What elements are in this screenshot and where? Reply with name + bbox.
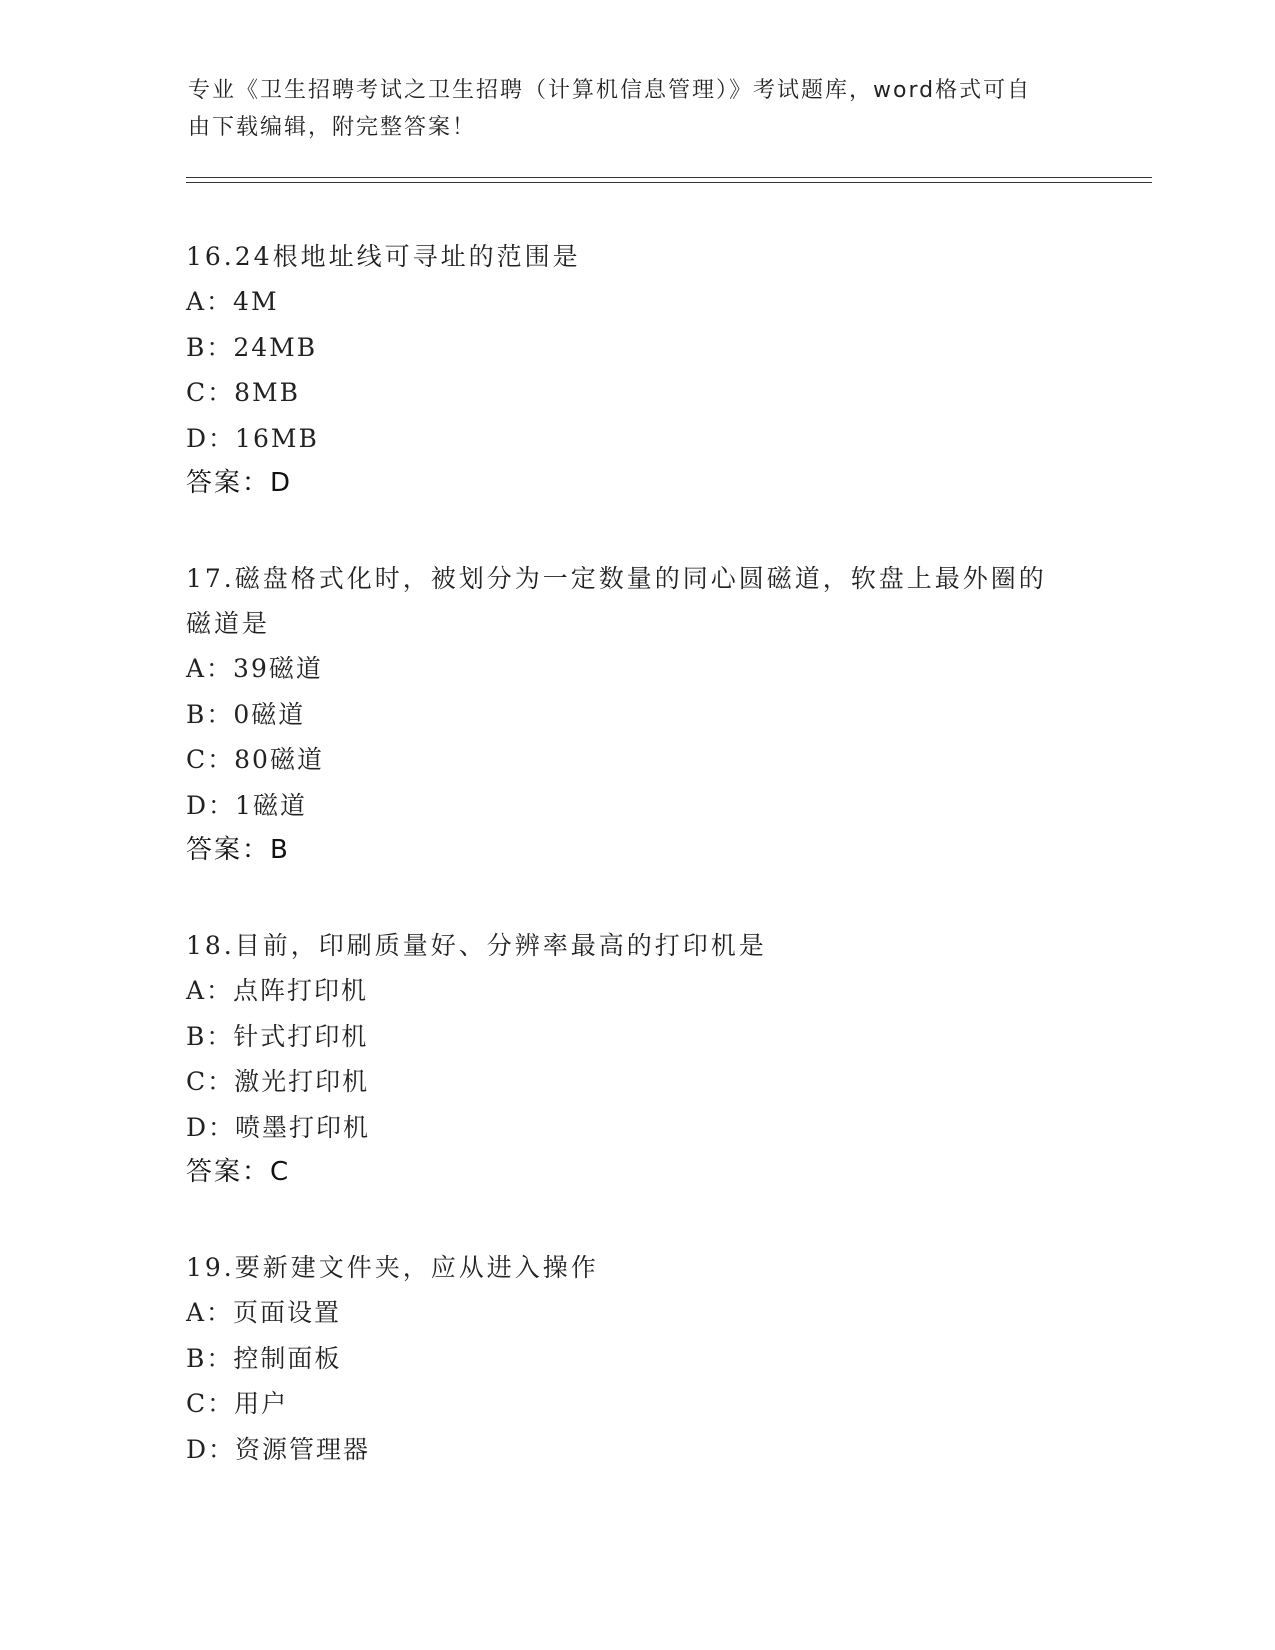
question-stem: 17.磁盘格式化时，被划分为一定数量的同心圆磁道，软盘上最外圈的 (186, 564, 1047, 593)
question-17 (186, 556, 1086, 873)
answer-line: 答案：C (186, 1157, 291, 1187)
answer-line: 答案：B (186, 835, 290, 865)
option-a: A：4M (186, 287, 279, 316)
question-stem-continued: 磁道是 (186, 609, 271, 638)
header-divider-top (186, 177, 1152, 178)
option-b: B：24MB (186, 332, 318, 362)
question-16 (186, 234, 1086, 506)
header-divider-bottom (186, 182, 1152, 183)
option-d: D：16MB (186, 423, 319, 453)
answer-line: 答案：D (186, 468, 293, 498)
header-line-1: 专业《卫生招聘考试之卫生招聘（计算机信息管理）》考试题库，word格式可自 (188, 78, 1032, 103)
document-header (188, 72, 1088, 146)
option-a: A：页面设置 (186, 1298, 342, 1327)
option-c: C：用户 (186, 1389, 289, 1418)
question-stem: 18.目前，印刷质量好、分辨率最高的打印机是 (186, 931, 767, 960)
option-c: C：激光打印机 (186, 1067, 370, 1096)
header-line-2: 由下载编辑，附完整答案！ (188, 115, 477, 140)
question-18 (186, 923, 1086, 1195)
option-d: D：1磁道 (186, 790, 307, 820)
option-c: C：8MB (186, 378, 301, 407)
option-a: A：39磁道 (186, 654, 323, 683)
option-d: D：喷墨打印机 (186, 1112, 371, 1142)
question-19 (186, 1245, 1086, 1472)
option-d: D：资源管理器 (186, 1434, 371, 1464)
question-list (186, 234, 1086, 1522)
option-c: C：80磁道 (186, 745, 324, 774)
option-b: B：0磁道 (186, 699, 306, 729)
question-stem: 16.24根地址线可寻址的范围是 (186, 242, 581, 271)
option-b: B：针式打印机 (186, 1021, 369, 1051)
question-stem: 19.要新建文件夹，应从进入操作 (186, 1253, 599, 1282)
option-a: A：点阵打印机 (186, 976, 369, 1005)
option-b: B：控制面板 (186, 1343, 342, 1373)
